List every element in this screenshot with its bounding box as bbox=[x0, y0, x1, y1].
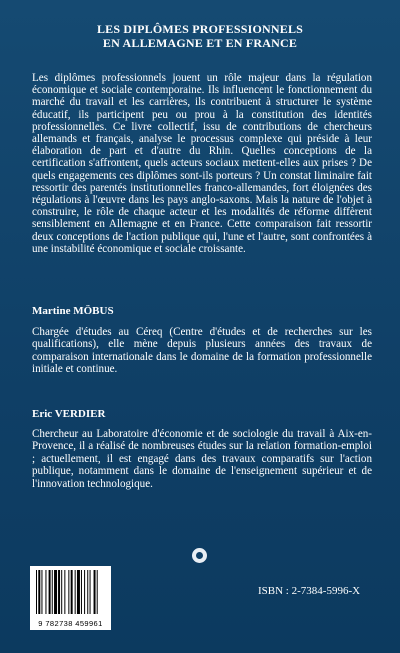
isbn-label: ISBN : 2-7384-5996-X bbox=[258, 585, 361, 597]
publisher-logo-icon bbox=[192, 548, 207, 563]
book-title bbox=[0, 22, 400, 50]
abstract-paragraph: Les diplômes professionnels jouent un rôle majeur dans la régulation économique et sociale contemporaine. Ils influencent le fonctionnement du marché du travail et les carrières, ils contribuent à structurer le système éducatif, ils participent peu ou prou à la constitution des identités professionnelles. Ce livre collectif, issu de contributions de chercheurs allemands et français, analyse le processus complexe qui préside à leur élaboration de part et d'autre du Rhin. Quelles conceptions de la certification s'affrontent, quels acteurs sociaux mettent-elles aux prises ? De quels engagements ces diplômes sont-ils porteurs ? Un constat liminaire fait ressortir des parentés institutionnelles franco-allemandes, fort éloignées des régulations à l'œuvre dans les pays anglo-saxons. Mais la nature de l'objet à construire, le rôle de chaque acteur et les modalités de réforme diffèrent sensiblement en Allemagne et en France. Cette comparaison fait ressortir deux conceptions de l'action publique qui, l'une et l'autre, sont confrontées à une instabilité économique et sociale croissante. bbox=[32, 72, 372, 255]
author-name-verdier: Eric VERDIER bbox=[32, 408, 106, 420]
barcode-bars-icon bbox=[36, 570, 105, 614]
title-line-2: EN ALLEMAGNE ET EN FRANCE bbox=[102, 36, 298, 50]
barcode-number: 9 782738 459961 bbox=[38, 619, 103, 628]
title-line-1: LES DIPLÔMES PROFESSIONNELS bbox=[96, 22, 304, 36]
author-bio-mobus: Chargée d'études au Céreq (Centre d'études et de recherches sur les qualifications), elle mène depuis plusieurs années des travaux de comparaison internationale dans le domaine de la formation professionnelle initiale et continue. bbox=[32, 326, 372, 376]
author-name-mobus: Martine MÖBUS bbox=[32, 305, 114, 317]
barcode bbox=[30, 566, 111, 630]
author-bio-verdier: Chercheur au Laboratoire d'économie et de sociologie du travail à Aix-en-Provence, il a réalisé de nombreuses études sur la relation formation-emploi ; actuellement, il est engagé dans des travaux comparatifs sur l'action publique, notamment dans le domaine de l'enseignement supérieur et de l'innovation technologique. bbox=[32, 428, 372, 490]
